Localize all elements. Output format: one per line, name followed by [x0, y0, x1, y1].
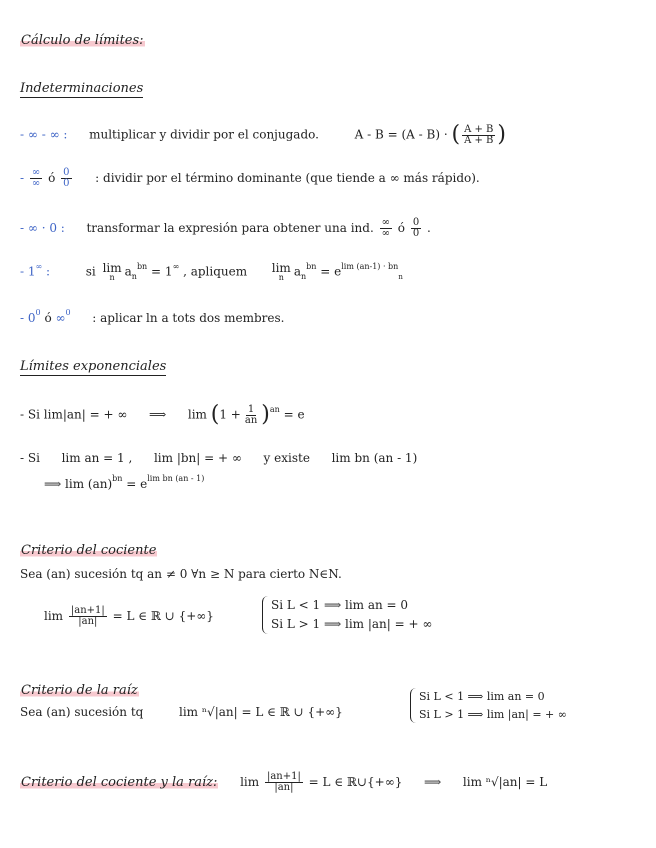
- heading-text: Indeterminaciones: [20, 81, 144, 96]
- cociente-cases: [262, 596, 432, 634]
- section-heading-indeterminaciones: [20, 82, 143, 95]
- fraction-zero-zero: $\frac{0}{0}$: [412, 217, 420, 239]
- formula-text: A - B = (A - B) ·: [354, 127, 448, 142]
- raiz-intro: Sea (an) sucesión tq lim ⁿ√|an| = L ∈ ℝ ∪ {+∞}: [20, 705, 343, 719]
- fraction: $\frac{A + B}{A + B}$: [464, 123, 494, 146]
- cociente-raiz-line: Criterio del cociente y la raíz: lim $\frac{|an+1|}{|an|}$ = L ∈ ℝ∪{+∞} ⟹ lim ⁿ√|an| = L: [21, 771, 548, 793]
- condition-text: lim |bn| = + ∞: [153, 451, 242, 465]
- fraction: $\frac{1}{an}$: [244, 403, 258, 426]
- or-text: ó: [44, 311, 52, 325]
- bullet-dash: -: [20, 264, 25, 279]
- or-text: ó: [48, 171, 56, 185]
- condition-text: lim|an| = + ∞: [43, 407, 128, 422]
- cociente-formula: lim $\frac{|an+1|}{|an|}$ = L ∈ ℝ ∪ {+∞}: [44, 605, 214, 627]
- heading-text: Criterio del cociente: [21, 543, 157, 558]
- heading-text: Criterio de la raíz: [21, 683, 138, 698]
- paren-open: (: [451, 122, 461, 147]
- formula-text: lim ⁿ√|an| = L ∈ ℝ ∪ {+∞}: [178, 705, 343, 719]
- indeterminacion-item-3: - ∞ · 0 : transformar la expresión para obtener una ind. $\frac{\infty}{\infty}$ ó $\frac{0}{0}$ .: [20, 217, 431, 239]
- si-text: si: [85, 264, 96, 279]
- heading-text: Criterio del cociente y la raíz:: [21, 775, 218, 790]
- implies-arrow: ⟹: [149, 407, 167, 422]
- fraction-zero-zero: $\frac{0}{0}$: [63, 167, 70, 189]
- condition-text: lim an = 1 ,: [61, 451, 133, 465]
- case-text: Si L > 1 ⟹ lim |an| = + ∞: [419, 707, 567, 721]
- bullet-dash: -: [20, 221, 25, 235]
- case-text: Si L < 1 ⟹ lim an = 0: [419, 690, 545, 703]
- indeterminacion-item-5: - $0^0$ ó ∞$^0$ : aplicar ln a tots dos membres.: [20, 308, 285, 325]
- title-text: Cálculo de límites:: [21, 33, 144, 48]
- paren-close: ): [497, 122, 506, 147]
- cociente-intro: Sea (an) sucesión tq an ≠ 0 ∀n ≥ N para cierto N∈N.: [20, 567, 342, 581]
- indeterminate-form: 0: [27, 311, 36, 325]
- page-title: [20, 34, 145, 47]
- exponenciales-line-3: ⟹ $\lim (an)^{bn} = e^{lim bn (an - 1)}$: [44, 474, 205, 491]
- section-heading-exponenciales: [20, 360, 166, 373]
- rule-text: multiplicar y dividir por el conjugado.: [89, 127, 319, 142]
- implies-arrow: ⟹: [44, 477, 62, 491]
- fraction-inf-inf: $\frac{\infty}{\infty}$: [31, 167, 41, 189]
- limit-operator: lim n: [102, 261, 122, 282]
- bullet-dash: -: [20, 311, 25, 325]
- heading-text: Límites exponenciales: [20, 359, 167, 374]
- case-text: Si L < 1 ⟹ lim an = 0: [271, 598, 409, 612]
- indeterminacion-item-2: [20, 168, 480, 189]
- or-text: ó: [397, 221, 406, 235]
- condition-text: lim bn (an - 1): [331, 451, 418, 465]
- indeterminacion-item-4: - 1∞ : si lim n $a_n^{bn} = 1^\infty$ , apliquem lim n $a_n^{bn} = e^{lim (an-1) \cdot bn}_n$: [20, 261, 403, 282]
- fraction-inf-inf: $\frac{\infty}{\infty}$: [381, 217, 390, 239]
- exponenciales-line-1: - Si lim|an| = + ∞ ⟹ lim (1 + $\frac{1}{an}$ )$^{an}$ = e: [20, 402, 305, 427]
- section-heading-raiz: [20, 684, 139, 697]
- rule-text: transformar la expresión para obtener una ind.: [86, 221, 374, 235]
- rule-text: : aplicar ln a tots dos membres.: [92, 311, 285, 325]
- exponenciales-line-2: - Si lim an = 1 , lim |bn| = + ∞ y existe lim bn (an - 1): [20, 451, 418, 465]
- bullet-dash: -: [20, 127, 25, 142]
- apliquem-text: , apliquem: [183, 264, 248, 279]
- bullet-dash: -: [20, 171, 25, 185]
- fraction: $\frac{|an+1|}{|an|}$: [70, 605, 105, 627]
- section-heading-cociente: [20, 544, 157, 557]
- indeterminate-form: 1: [27, 264, 36, 279]
- limit-operator: lim n: [271, 261, 291, 282]
- rule-text: : dividir por el término dominante (que tiende a ∞ más rápido).: [95, 171, 480, 185]
- indeterminate-form: ∞ - ∞ :: [27, 127, 68, 142]
- raiz-cases: [410, 688, 567, 723]
- indeterminate-form: ∞ · 0 :: [27, 221, 65, 235]
- implies-arrow: ⟹: [424, 775, 442, 789]
- fraction: $\frac{|an+1|}{|an|}$: [266, 771, 301, 793]
- case-text: Si L > 1 ⟹ lim |an| = + ∞: [271, 617, 433, 632]
- indeterminacion-item-1: [20, 124, 506, 146]
